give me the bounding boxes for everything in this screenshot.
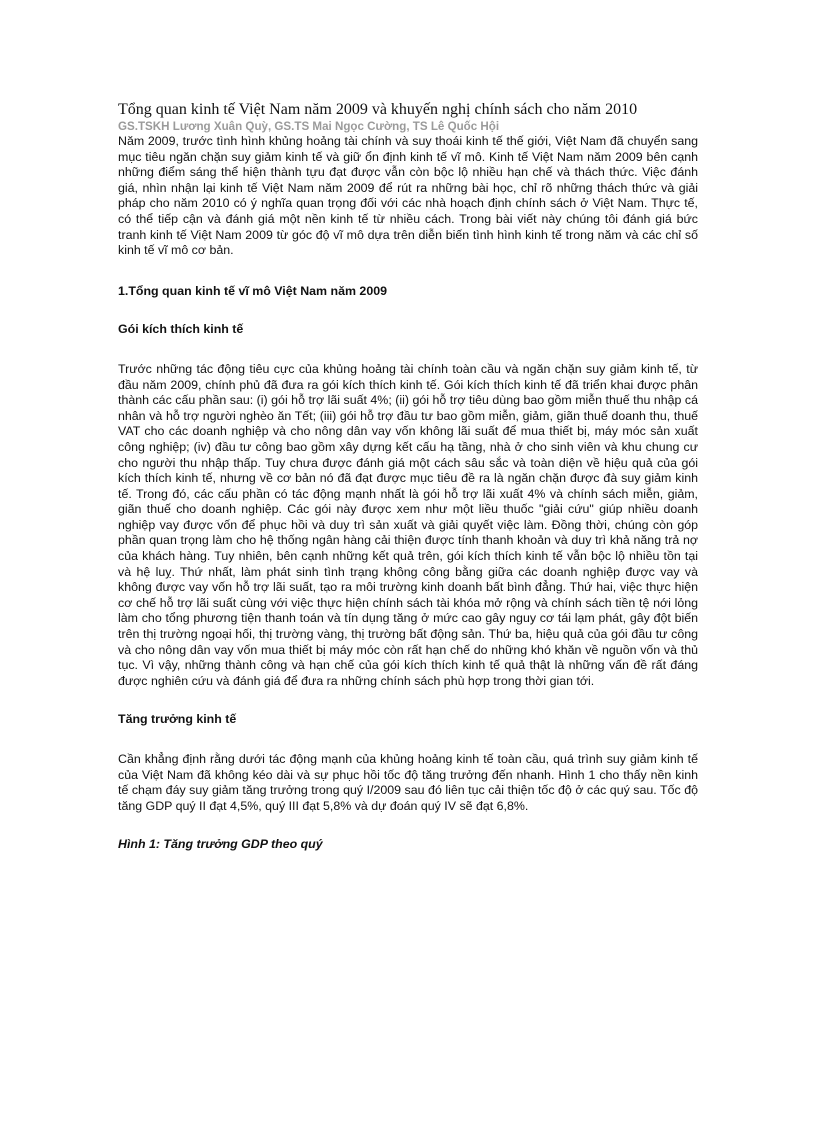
section-heading: 1.Tổng quan kinh tế vĩ mô Việt Nam năm 2009 (118, 283, 387, 298)
document-title: Tổng quan kinh tế Việt Nam năm 2009 và khuyến nghị chính sách cho năm 2010 (118, 101, 638, 118)
subsection-heading-growth: Tăng trưởng kinh tế (118, 712, 237, 727)
figure-caption: Hình 1: Tăng trưởng GDP theo quý (118, 837, 323, 852)
growth-paragraph: Cần khẳng định rằng dưới tác động mạnh của khủng hoảng kinh tế toàn cầu, quá trình suy giảm kinh tế của Việt Nam đã không kéo dài và sự phục hồi tốc độ tăng trưởng đến nhanh. Hình 1 cho thấy nền kinh tế chạm đáy suy giảm tăng trưởng trong quý I/2009 sau đó liên tục cải thiện tốc độ ở các quý sau. Tốc độ tăng GDP quý II đạt 4,5%, quý III đạt 5,8% và dự đoán quý IV sẽ đạt 6,8%. (118, 752, 698, 813)
stimulus-paragraph: Trước những tác động tiêu cực của khủng hoảng tài chính toàn cầu và ngăn chặn suy giảm kinh tế, từ đầu năm 2009, chính phủ đã đưa ra gói kích thích kinh tế. Gói kích thích kinh tế đã triển khai được phân thành các cấu phần sau: (i) gói hỗ trợ lãi suất 4%; (ii) gói hỗ trợ tiêu dùng bao gồm miễn thuế thu nhập cá nhân và hỗ trợ người nghèo ăn Tết; (iii) gói hỗ trợ đầu tư bao gồm miễn, giảm, giãn thuế doanh thu, thuế VAT cho các doanh nghiệp và cho nông dân vay vốn không lãi suất để mua thiết bị, máy móc sản xuất công nghiệp; (iv) đầu tư công bao gồm xây dựng kết cấu hạ tầng, nhà ở cho sinh viên và khu chung cư cho người thu nhập thấp. Tuy chưa được đánh giá một cách sâu sắc và toàn diện về hiệu quả của gói kích thích kinh tế, nhưng về cơ bản nó đã đạt được mục tiêu đề ra là ngăn chặn được đà suy giảm kinh tế. Trong đó, các cấu phần có tác động mạnh nhất là gói hỗ trợ lãi xuất 4% và chính sách miễn, giảm, giãn thuế cho doanh nghiệp. Các gói này được xem như một liều thuốc "giải cứu" giúp nhiều doanh nghiệp vay được vốn để phục hồi và duy trì sản xuất và giải quyết việc làm. Đồng thời, chúng còn góp phần quan trọng làm cho hệ thống ngân hàng cải thiện được tính thanh khoản và duy trì khả năng trả nợ của khách hàng. Tuy nhiên, bên cạnh những kết quả trên, gói kích thích kinh tế vẫn bộc lộ nhiều tồn tại và hệ luỵ. Thứ nhất, làm phát sinh tình trạng không công bằng giữa các doanh nghiệp được vay và không được vay vốn hỗ trợ lãi suất, tạo ra môi trường kinh doanh bất bình đẳng. Thứ hai, việc thực hiện cơ chế hỗ trợ lãi suất cùng với việc thực hiện chính sách tài khóa mở rộng và chính sách tiền tệ nới lỏng làm cho tổng phương tiện thanh toán và tín dụng tăng ở mức cao gây nguy cơ tái lạm phát, gây đột biến trên thị trường ngoại hối, thị trường vàng, thị trường bất động sản. Thứ ba, hiệu quả của gói đầu tư công và cho nông dân vay vốn mua thiết bị máy móc còn rất hạn chế do những khó khăn về nguồn vốn và thủ tục. Vì vậy, những thành công và hạn chế của gói kích thích kinh tế quả thật là những vấn đề rất đáng được nghiên cứu và đánh giá để đưa ra những chính sách phù hợp trong thời gian tới. (118, 361, 698, 688)
subsection-heading-stimulus: Gói kích thích kinh tế (118, 322, 244, 337)
intro-paragraph: Năm 2009, trước tình hình khủng hoảng tài chính và suy thoái kinh tế thế giới, Việt Nam đã chuyển sang mục tiêu ngăn chặn suy giảm kinh tế và giữ ổn định kinh tế vĩ mô. Kinh tế Việt Nam năm 2009 bên cạnh những điểm sáng thể hiện thành tựu đạt được vẫn còn bộc lộ nhiều hạn chế và thách thức. Việc đánh giá, nhìn nhận lại kinh tế Việt Nam năm 2009 để rút ra những bài học, chỉ rõ những thách thức và giải pháp cho năm 2010 có ý nghĩa quan trọng đối với các nhà hoạch định chính sách ở Việt Nam. Thực tế, có thể tiếp cận và đánh giá một nền kinh tế từ nhiều cách. Trong bài viết này chúng tôi đánh giá bức tranh kinh tế Việt Nam 2009 từ góc độ vĩ mô dựa trên diễn biến tình hình kinh tế trong năm và các chỉ số kinh tế vĩ mô cơ bản. (118, 134, 698, 258)
document-page (118, 100, 698, 853)
authors-line: GS.TSKH Lương Xuân Quỳ, GS.TS Mai Ngọc Cường, TS Lê Quốc Hội (118, 120, 500, 133)
